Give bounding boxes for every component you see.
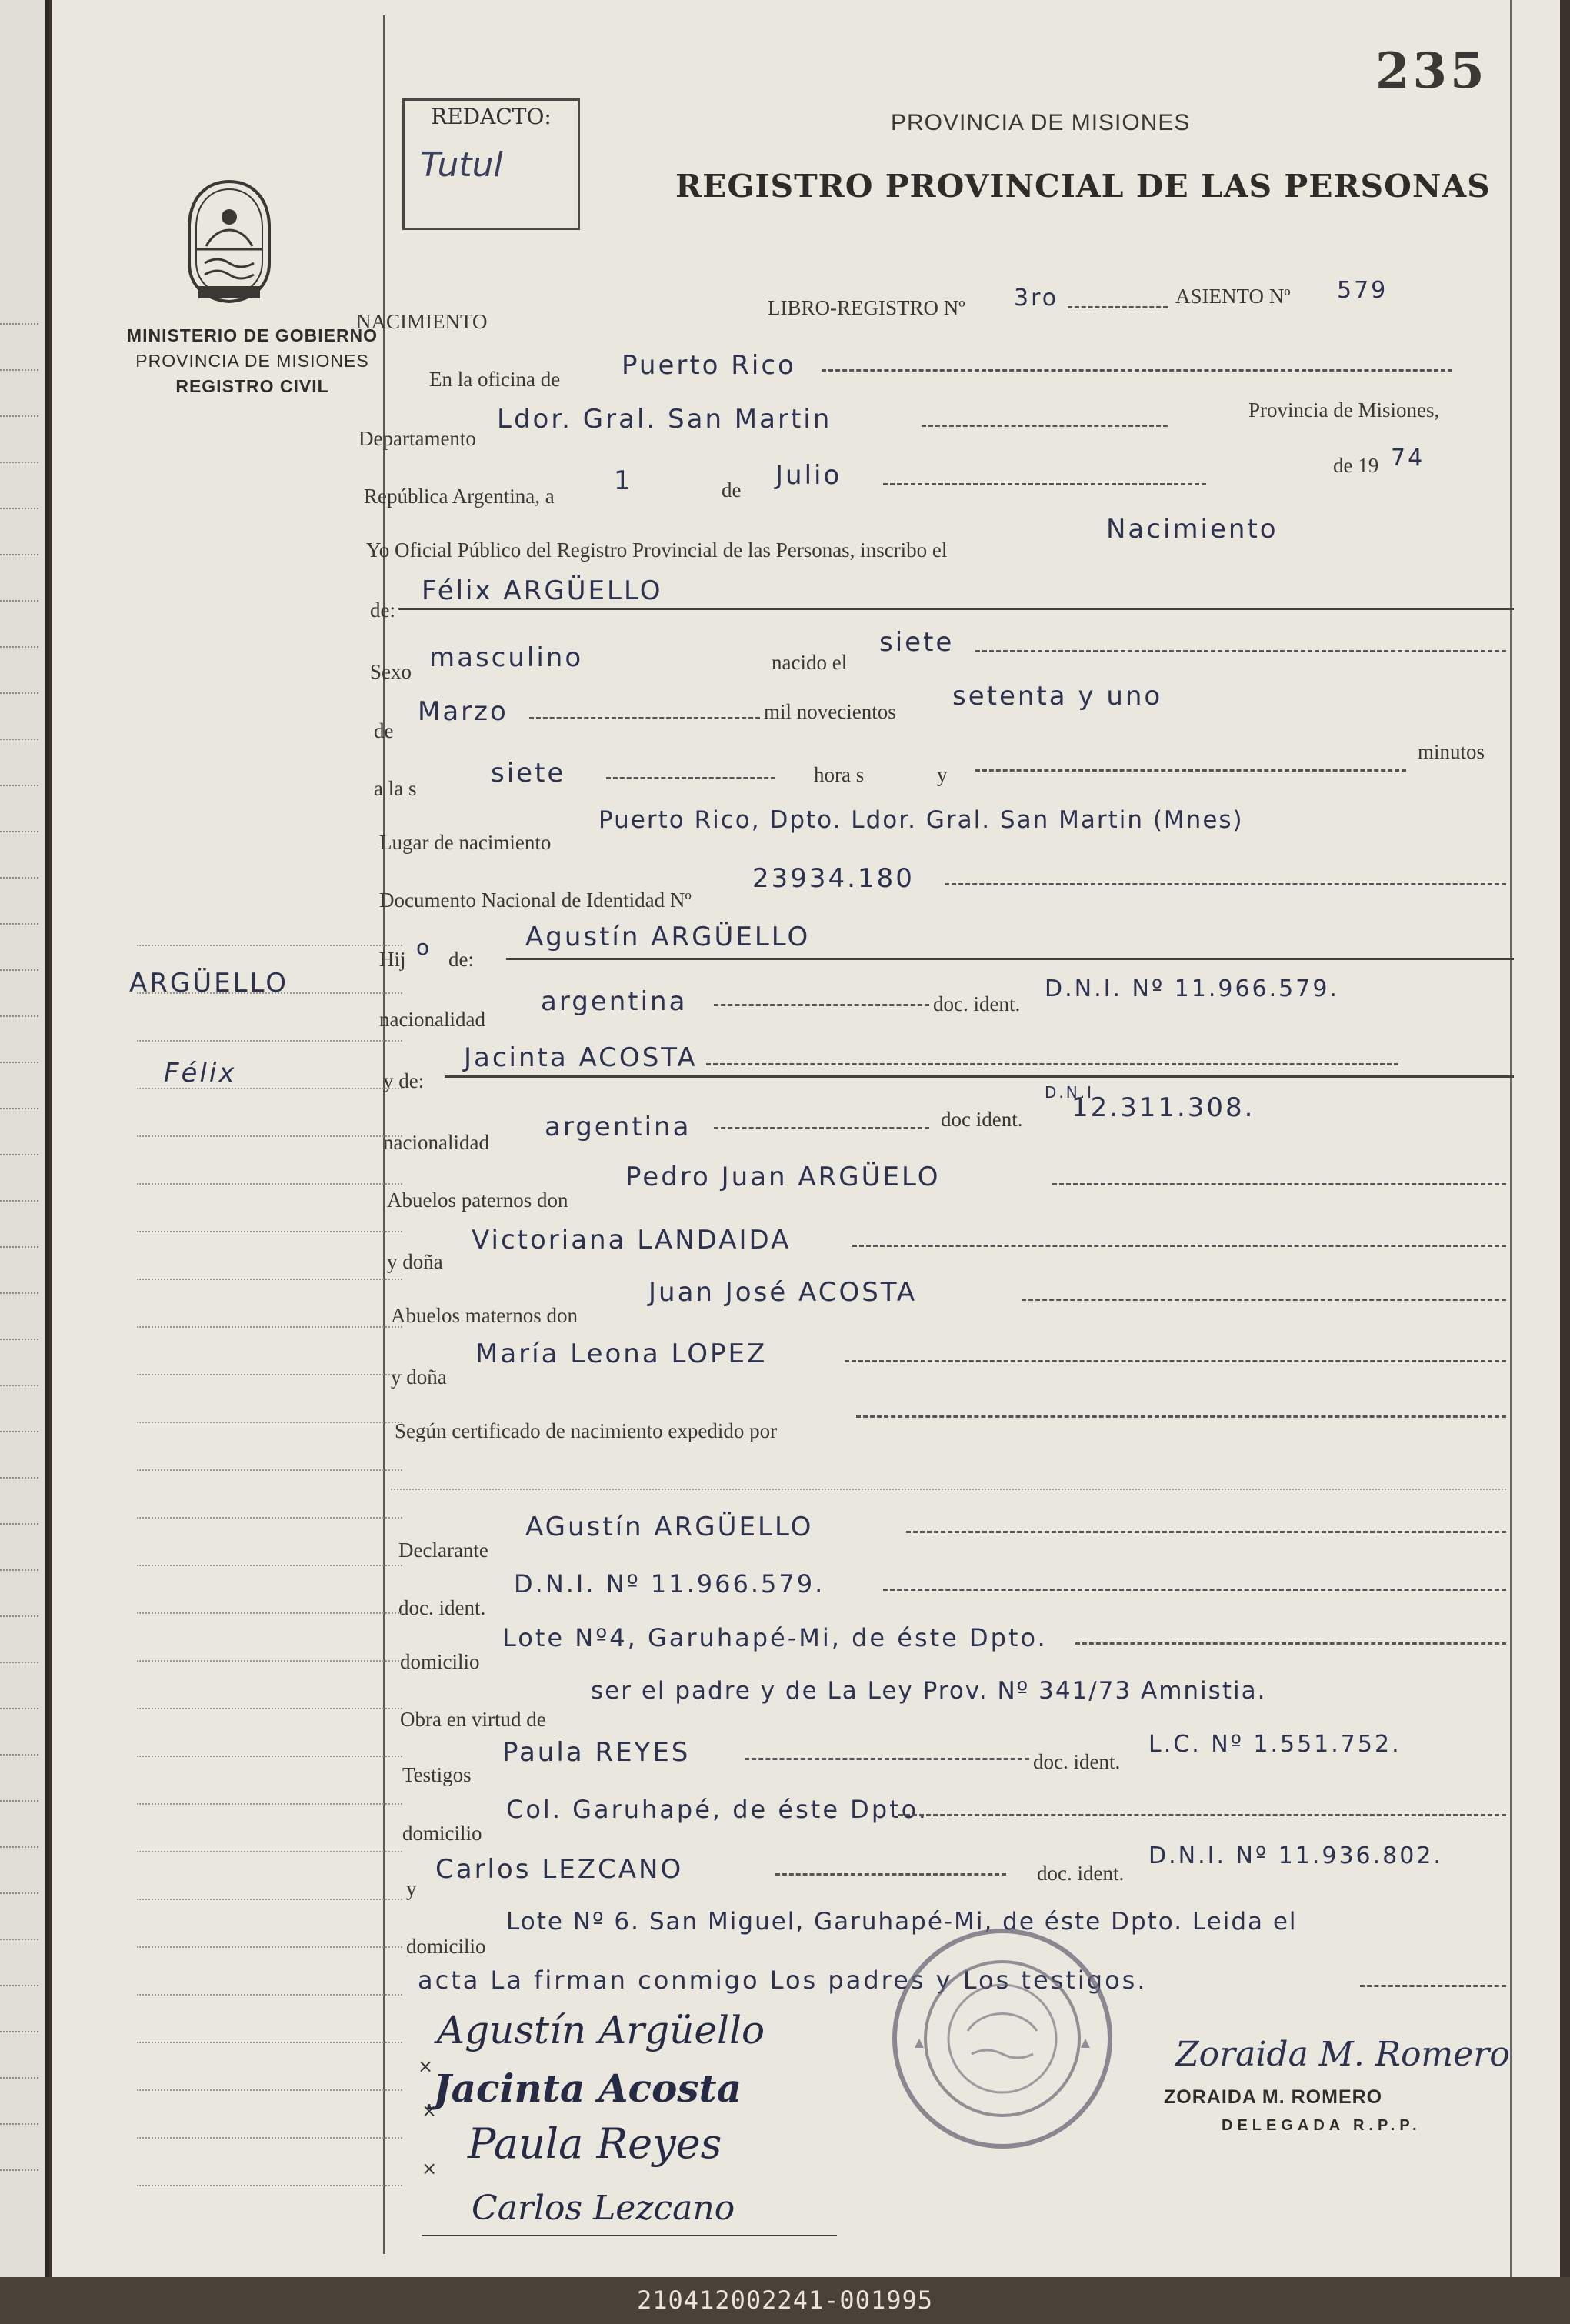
dot-leader [898,1814,1506,1816]
dot-leader [906,1531,1506,1533]
doc-padre-value: D.N.I. Nº 11.966.579. [1045,975,1339,1002]
provincia-suffix: Provincia de Misiones, [1248,398,1440,422]
acta-value: acta La firman conmigo Los padres y Los testigos. [418,1966,1148,1995]
doc-decl-value: D.N.I. Nº 11.966.579. [514,1569,825,1599]
ministry-line1: MINISTERIO DE GOBIERNO [126,325,378,345]
dot-leader [714,1127,929,1129]
blank-line [391,1489,1506,1490]
nac-madre-value: argentina [545,1112,692,1142]
doc-madre-value: 12.311.308. [1072,1092,1255,1123]
de-label3: de [374,719,394,742]
libro-value: 3ro [1014,285,1059,312]
signature-mother: Jacinta Acosta [433,2066,742,2111]
testigo2-value: Carlos LEZCANO [435,1854,684,1885]
dot-leader [1068,306,1168,308]
signature-mark: × [422,2100,438,2122]
dot-leader [856,1415,1506,1418]
abmat-dona-value: María Leona LOPEZ [475,1339,768,1369]
dot-leader [1360,1985,1506,1987]
right-rule [1510,0,1512,2277]
lugar-value: Puerto Rico, Dpto. Ldor. Gral. San Martin (Mnes) [598,806,1244,834]
signature-line [422,2235,837,2236]
dot-leader [529,717,760,719]
asiento-label: ASIENTO Nº [1175,285,1291,308]
inscribo-value: Nacimiento [1106,514,1278,545]
abmat-don-value: Juan José ACOSTA [648,1277,918,1308]
republica-label: República Argentina, a [364,485,555,508]
sexo-label: Sexo [370,660,412,683]
anio-label: de 19 [1333,454,1379,477]
registry-page [52,0,1560,2277]
margin-line [137,1565,402,1566]
domicilio-label2: domicilio [402,1822,482,1845]
hijo-o: o [416,935,432,960]
testigos-label: Testigos [402,1763,472,1786]
officer-signature: Zoraida M. Romero [1175,2035,1510,2074]
de-label2: de: [370,599,395,622]
margin-line [137,1612,402,1614]
dot-leader [745,1758,1029,1760]
redacto-label: REDACTO: [431,104,552,129]
nac-padre-value: argentina [541,986,688,1017]
margin-line [137,945,402,946]
abmat-label: Abuelos maternos don [391,1304,578,1327]
redacto-signature: Tutul [420,145,503,185]
departamento-value: Ldor. Gral. San Martin [497,404,832,435]
dot-leader [1075,1642,1506,1645]
domicilio-label: domicilio [400,1650,480,1673]
dni-value: 23934.180 [752,863,915,894]
ydona-label2: y doña [391,1365,447,1389]
margin-line [137,1994,402,1996]
dot-leader [975,650,1506,652]
official-seal-icon [887,1923,1118,2154]
margin-surname: ARGÜELLO [129,968,289,999]
nacionalidad-label2: nacionalidad [383,1131,489,1154]
departamento-label: Departamento [358,427,476,450]
margin-line [137,2137,402,2139]
nacido-label: nacido el [772,651,848,674]
docident-label3: doc. ident. [398,1596,486,1619]
hijo-de: de: [448,948,474,971]
obra-value: ser el padre y de La Ley Prov. Nº 341/73 Amnistia. [591,1677,1267,1705]
margin-line [137,1660,402,1662]
signature-father: Agustín Argüello [437,2008,765,2052]
dot-leader [1052,1183,1506,1185]
yde-label: y de: [383,1069,425,1092]
y-label2: y [406,1877,417,1900]
abpat-don-value: Pedro Juan ARGÜELO [625,1162,941,1192]
dot-leader [945,883,1506,885]
mes-value: Julio [775,460,842,491]
margin-line [137,1946,402,1948]
dot-leader [922,425,1168,427]
margin-line [137,2042,402,2043]
declarante-value: AGustín ARGÜELLO [525,1512,814,1542]
margin-line [137,1708,402,1709]
anio-nac-value: setenta y uno [952,681,1163,712]
oficina-label: En la oficina de [429,368,561,391]
margin-line [137,1183,402,1185]
dia-value: 1 [614,465,633,496]
image-id-footer: 210412002241-001995 [0,2277,1570,2324]
y-label: y [937,763,948,786]
margin-line [137,2089,402,2091]
doc-t1-value: L.C. Nº 1.551.752. [1148,1731,1402,1758]
margin-line [137,1040,402,1042]
docident-label: doc. ident. [933,992,1021,1015]
margin-line [137,1422,402,1423]
docident-label5: doc. ident. [1037,1862,1125,1885]
margin-line [137,1469,402,1471]
province-heading: PROVINCIA DE MISIONES [891,110,1191,135]
libro-label: LIBRO-REGISTRO Nº [768,296,965,319]
alas-label: a la s [374,777,417,800]
signature-mark: × [418,2056,434,2077]
signature-mark: × [422,2158,438,2179]
minutos-label: minutos [1418,740,1485,763]
mil-label: mil novecientos [764,700,896,723]
nacionalidad-label: nacionalidad [379,1008,485,1031]
previous-page-edge [0,0,49,2277]
ministry-block [125,323,379,399]
underline [445,1075,1514,1078]
officer-title: DELEGADA R.P.P. [1222,2117,1422,2134]
sexo-value: masculino [429,642,584,673]
oficina-value: Puerto Rico [622,350,796,381]
dom-decl-value: Lote Nº4, Garuhapé-Mi, de éste Dpto. [502,1623,1048,1652]
docident-label4: doc. ident. [1033,1750,1121,1773]
doc-madre-prefix: D.N.I [1045,1083,1094,1102]
dot-leader [1022,1299,1506,1301]
anio-value: 74 [1391,445,1425,472]
oficial-text: Yo Oficial Público del Registro Provincial de las Personas, inscribo el [366,538,948,562]
dot-leader [706,1063,1398,1065]
underline [506,958,1514,960]
officer-name: ZORAIDA M. ROMERO [1164,2086,1383,2108]
margin-line [137,1279,402,1280]
abpat-dona-value: Victoriana LANDAIDA [472,1225,792,1255]
margin-line [137,1851,402,1852]
madre-value: Jacinta ACOSTA [464,1042,698,1073]
page-number: 235 [1375,42,1488,100]
ydona-label: y doña [387,1250,443,1273]
dot-leader [822,369,1452,372]
dot-leader [606,777,775,779]
margin-line [137,1135,402,1137]
testigo1-value: Paula REYES [502,1737,691,1768]
ministry-line3: REGISTRO CIVIL [175,376,329,396]
record-type: NACIMIENTO [356,310,488,333]
asiento-value: 579 [1337,277,1388,304]
abpat-label: Abuelos paternos don [387,1189,568,1212]
declarante-label: Declarante [398,1539,488,1562]
dni-label: Documento Nacional de Identidad Nº [379,889,692,912]
signature-witness1: Paula Reyes [468,2119,722,2168]
margin-line [137,2185,402,2186]
horas-label: hora s [814,763,865,786]
dot-leader [975,769,1406,772]
nacido-value: siete [879,627,955,658]
signature-witness2: Carlos Lezcano [472,2189,735,2228]
docident-label2: doc ident. [941,1108,1023,1131]
hijo-label: Hij [379,948,406,971]
ministry-line2: PROVINCIA DE MISIONES [135,351,369,371]
lugar-label: Lugar de nacimiento [379,831,552,854]
doc-t2-value: D.N.I. Nº 11.936.802. [1148,1842,1443,1869]
padre-value: Agustín ARGÜELLO [525,922,811,952]
margin-line [137,1803,402,1805]
dom-t2-value: Lote Nº 6. San Miguel, Garuhapé-Mi, de éste Dpto. Leida el [506,1908,1298,1936]
dot-leader [852,1245,1506,1247]
province-emblem-icon [183,178,275,305]
dot-leader [845,1360,1506,1362]
margin-line [137,1756,402,1757]
dom-t1-value: Col. Garuhapé, de éste Dpto. [506,1795,928,1824]
margin-line [137,1231,402,1232]
dot-leader [714,1004,929,1006]
dot-leader [883,1589,1506,1591]
registry-title: REGISTRO PROVINCIAL DE LAS PERSONAS [675,168,1491,205]
nombre-value: Félix ARGÜELLO [422,575,663,606]
certificado-label: Según certificado de nacimiento expedido por [395,1419,778,1442]
dot-leader [775,1873,1006,1876]
dot-leader [883,483,1206,485]
obra-label: Obra en virtud de [400,1708,546,1731]
mes-nac-value: Marzo [418,696,508,727]
domicilio-label3: domicilio [406,1935,486,1958]
hora-value: siete [491,758,566,789]
margin-line [137,1374,402,1375]
margin-given-name: Félix [164,1058,237,1089]
de-label: de [722,478,742,502]
underline [398,608,1514,610]
margin-line [137,1899,402,1900]
margin-line [137,1517,402,1519]
margin-line [137,1326,402,1328]
redacto-box [402,98,580,230]
